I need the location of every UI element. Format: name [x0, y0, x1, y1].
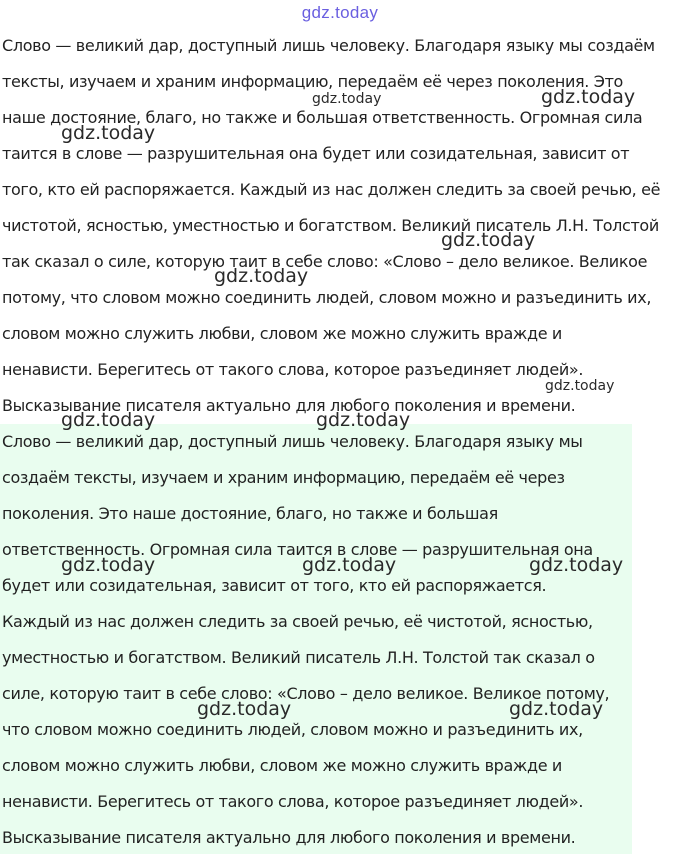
watermark: gdz.today [61, 122, 156, 144]
text-line: поколения. Это наше достояние, благо, но также и большая [2, 504, 498, 523]
text-line: таится в слове — разрушительная она будет или созидательная, зависит от [2, 144, 630, 163]
text-line: чистотой, ясностью, уместностью и богатством. Великий писатель Л.Н. Толстой [2, 216, 659, 235]
text-line: Высказывание писателя актуально для любого поколения и времени. [2, 396, 576, 415]
watermark: gdz.today [441, 229, 536, 251]
watermark: gdz.today [61, 409, 156, 431]
text-line: силе, которую таит в себе слово: «Слово – дело великое. Великое потому, [2, 684, 610, 703]
text-line: так сказал о силе, которую таит в себе слово: «Слово – дело великое. Великое [2, 252, 648, 271]
text-line: потому, что словом можно соединить людей, словом можно и разъединить их, [2, 288, 652, 307]
text-line: словом можно служить любви, словом же можно служить вражде и [2, 324, 562, 343]
text-line: что словом можно соединить людей, словом можно и разъединить их, [2, 720, 583, 739]
text-line: будет или созидательная, зависит от того, кто ей распоряжается. [2, 576, 547, 595]
essay-text-block-2 [2, 424, 678, 856]
text-line: Слово — великий дар, доступный лишь человеку. Благодаря языку мы создаём [2, 36, 655, 55]
watermark: gdz.today [541, 86, 636, 108]
watermark: gdz.today [316, 409, 411, 431]
text-line: создаём тексты, изучаем и храним информацию, передаём её через [2, 468, 565, 487]
text-line: Каждый из нас должен следить за своей речью, её чистотой, ясностью, [2, 612, 593, 631]
text-line: ответственность. Огромная сила таится в слове — разрушительная она [2, 540, 593, 559]
watermark: gdz.today [529, 554, 624, 576]
text-line: ненависти. Берегитесь от такого слова, которое разъединяет людей». [2, 792, 584, 811]
watermark: gdz.today [197, 698, 292, 720]
text-line: Высказывание писателя актуально для любого поколения и времени. [2, 828, 576, 847]
site-logo[interactable]: gdz.today [301, 3, 379, 22]
watermark: gdz.today [302, 554, 397, 576]
text-line: тексты, изучаем и храним информацию, передаём её через поколения. Это [2, 72, 623, 91]
text-line: того, кто ей распоряжается. Каждый из нас должен следить за своей речью, её [2, 180, 661, 199]
text-line: Слово — великий дар, доступный лишь человеку. Благодаря языку мы [2, 432, 583, 451]
watermark: gdz.today [312, 91, 382, 107]
watermark: gdz.today [61, 554, 156, 576]
watermark: gdz.today [214, 265, 309, 287]
watermark: gdz.today [545, 378, 615, 394]
text-line: ненависти. Берегитесь от такого слова, которое разъединяет людей». [2, 360, 584, 379]
text-line: уместностью и богатством. Великий писатель Л.Н. Толстой так сказал о [2, 648, 595, 667]
text-line: наше достояние, благо, но также и большая ответственность. Огромная сила [2, 108, 643, 127]
watermark: gdz.today [509, 698, 604, 720]
text-line: словом можно служить любви, словом же можно служить вражде и [2, 756, 562, 775]
